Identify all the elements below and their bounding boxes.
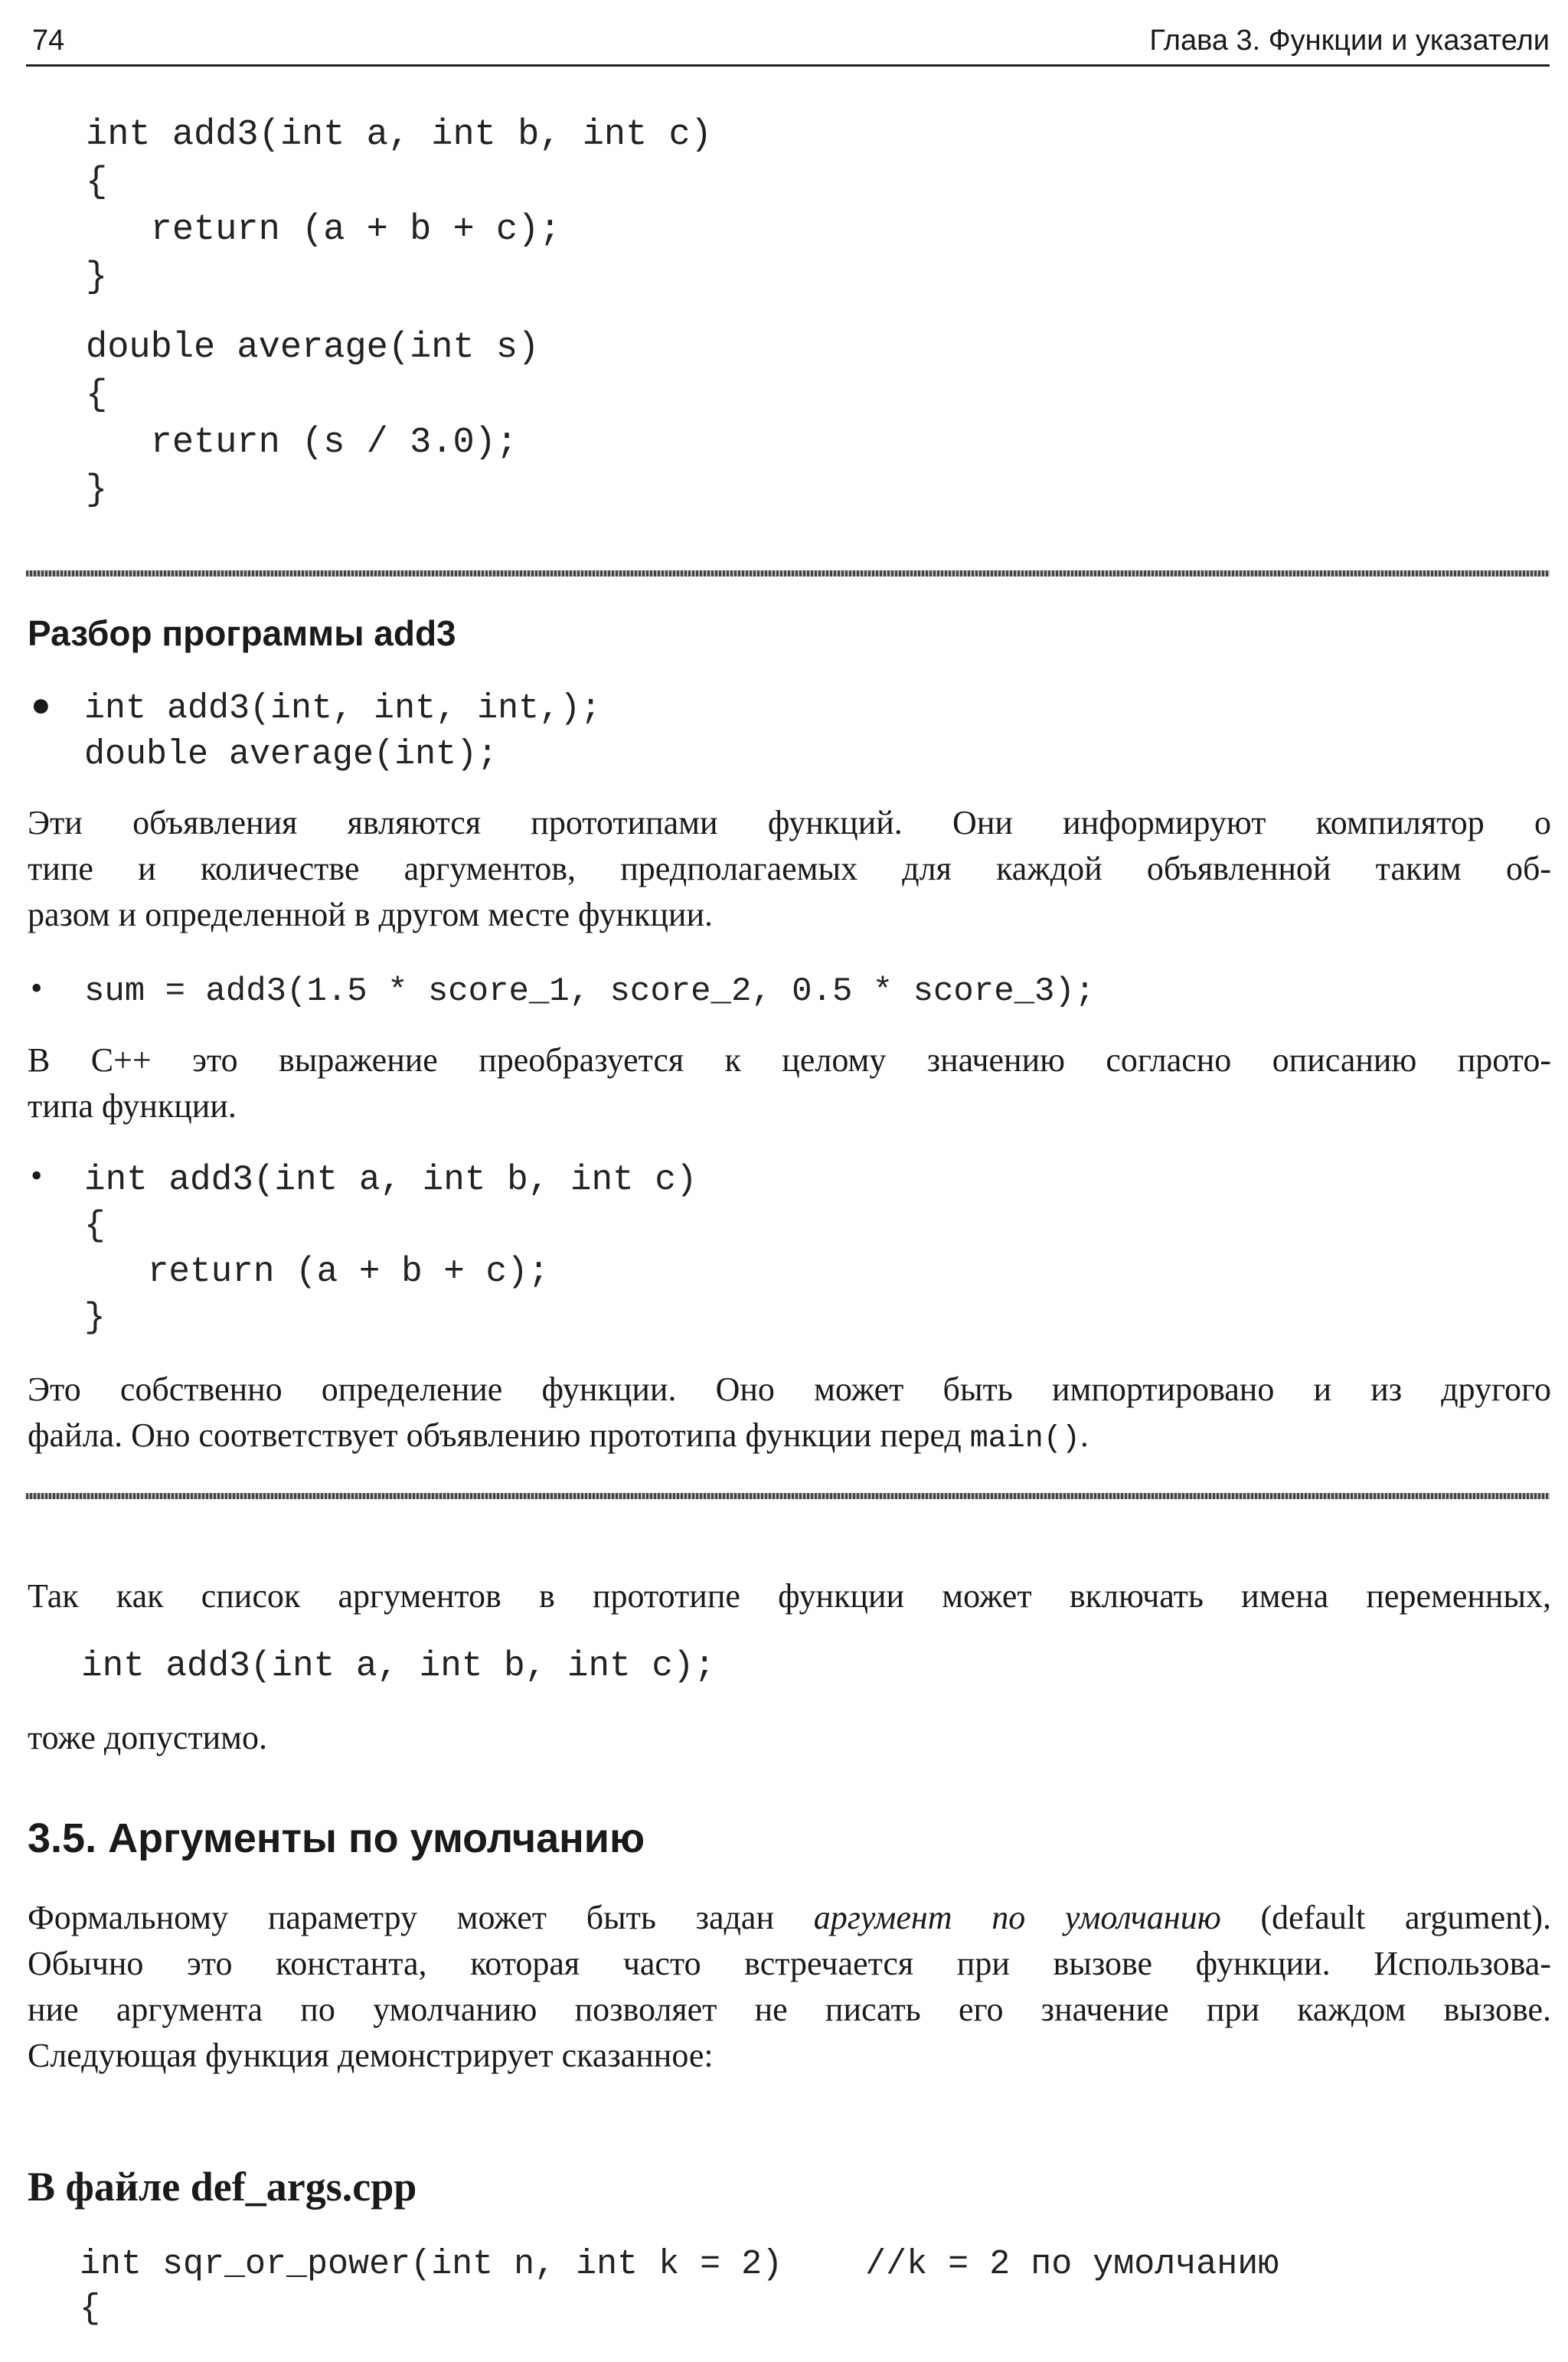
paragraph-conversion [28, 1037, 1551, 1129]
chapter-title: Глава 3. Функции и указатели [1149, 25, 1550, 57]
bullet1-code [84, 689, 602, 806]
paragraph-text: файла. Оно соответствует объявлению прототипа функции перед [28, 1416, 970, 1454]
sidebar-bottom-rule [26, 1493, 1550, 1499]
bullet-dot: ● [31, 686, 51, 724]
paragraph-line: Обычно это константа, которая часто встречается при вызове функции. Использова- [28, 1945, 1551, 1982]
paragraph-line: Это собственно определение функции. Оно может быть импортировано и из другого [28, 1370, 1551, 1408]
paragraph-line: типе и количестве аргументов, предполагаемых для каждой объявленной таким об- [28, 850, 1551, 887]
paragraph-line: типа функции. [28, 1087, 237, 1125]
paragraph-text: . [1080, 1416, 1089, 1454]
inline-code: main() [969, 1422, 1080, 1456]
paragraph-line: В C++ это выражение преобразуется к целому значению согласно описанию прото- [28, 1041, 1551, 1079]
paragraph-line: ние аргумента по умолчанию позволяет не писать его значение при каждом вызове. [28, 1991, 1551, 2028]
code-line: } [86, 470, 108, 511]
code-line: { [86, 162, 108, 203]
code-line: int add3(int a, int b, int c) [84, 1160, 697, 1200]
code-line: return (a + b + c); [86, 210, 561, 250]
code-block-top [86, 115, 712, 511]
paragraph-text: Формальному параметру может быть задан [28, 1899, 814, 1936]
sidebar-title: Разбор программы add3 [28, 613, 456, 653]
paragraph-text: (default argument). [1220, 1899, 1551, 1936]
code-line: return (s / 3.0); [86, 423, 518, 463]
paragraph-line: Эти объявления являются прототипами функций. Они информируют компилятор о [28, 804, 1551, 841]
code-block-bottom [80, 2245, 1279, 2362]
code-line: { [80, 2289, 101, 2328]
italic-term: аргумент по умолчанию [813, 1899, 1221, 1936]
page-number: 74 [32, 25, 65, 57]
paragraph-also-valid [28, 1715, 1551, 1761]
paragraph-line: разом и определенной в другом месте функции. [28, 896, 714, 933]
code-line: double average(int); [84, 735, 498, 774]
inline-code-block: int add3(int a, int b, int c); [81, 1646, 716, 1686]
bullet3-code [84, 1160, 697, 1359]
code-line: return (a + b + c); [84, 1252, 550, 1292]
paragraph-line: тоже допустимо. [28, 1719, 267, 1756]
paragraph-arg-names [28, 1573, 1551, 1619]
paragraph-line [28, 1413, 1551, 1462]
bullet-dot: • [31, 1157, 43, 1194]
paragraph-default-args [28, 1895, 1551, 2079]
bullet-dot: • [31, 969, 43, 1007]
bullet2-code: sum = add3(1.5 * score_1, score_2, 0.5 * score_3); [84, 972, 1096, 1011]
file-heading: В файле def_args.cpp [28, 2164, 417, 2210]
paragraph-line: Так как список аргументов в прототипе функции может включать имена переменных, [28, 1577, 1551, 1615]
code-line: int sqr_or_power(int n, int k = 2) //k = 2 по умолчанию [80, 2245, 1279, 2284]
page-header [26, 17, 1550, 67]
section-title: 3.5. Аргументы по умолчанию [28, 1815, 645, 1861]
paragraph-definition [28, 1367, 1551, 1462]
sidebar-top-rule [26, 570, 1550, 577]
paragraph-line [28, 1895, 1551, 1941]
paragraph-line: Следующая функция демонстрирует сказанное: [28, 2037, 714, 2074]
code-line: int add3(int, int, int,); [84, 689, 602, 728]
code-line: { [84, 1206, 106, 1246]
code-line: int add3(int a, int b, int c) [86, 115, 712, 155]
code-line: { [86, 375, 108, 416]
code-line: } [86, 257, 108, 298]
code-line: } [84, 1298, 106, 1338]
code-line: double average(int s) [86, 328, 540, 368]
paragraph-prototypes [28, 800, 1551, 938]
